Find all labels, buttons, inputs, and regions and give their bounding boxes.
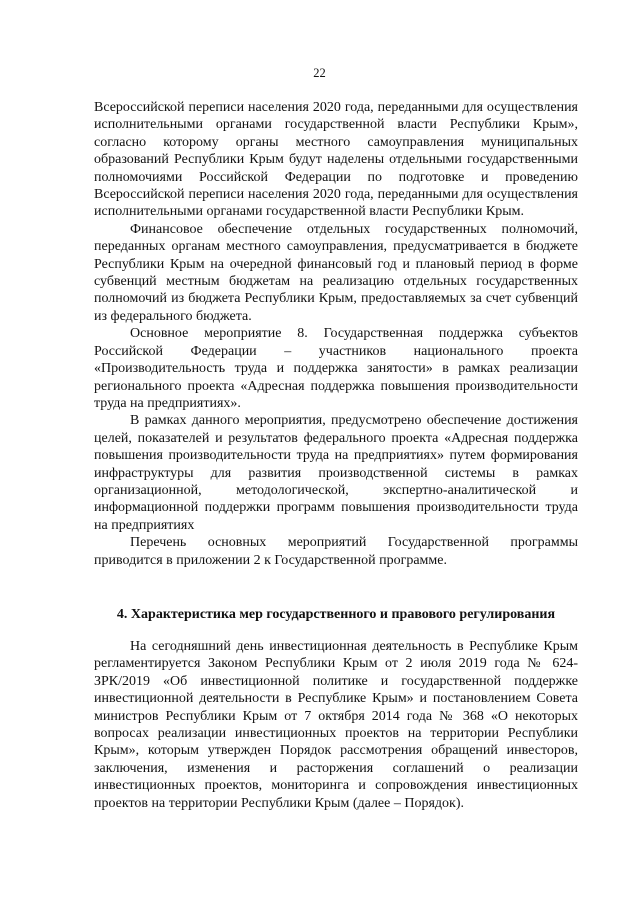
section-heading: 4. Характеристика мер государственного и правового регулирования bbox=[116, 607, 556, 622]
paragraph-activities-list: Перечень основных мероприятий Государственной программы приводится в приложении 2 к Государственной программе. bbox=[94, 535, 578, 568]
page-number: 22 bbox=[313, 66, 326, 80]
paragraph-activity-framework: В рамках данного мероприятия, предусмотрено обеспечение достижения целей, показателей и результатов федерального проекта «Адресная поддержка повышения производительности труда на предприятиях» путем формирования инфраструктуры для развития производственной системы в рамках организационной, методологической, экспертно-аналитической и информационной поддержки программ повышения производительности труда на предприятиях bbox=[94, 413, 578, 533]
paragraph-main-activity-8: Основное мероприятие 8. Государственная поддержка субъектов Российской Федерации – участников национального проекта «Производительность труда и поддержка занятости» в рамках реализации регионального проекта «Адресная поддержка повышения производительности труда на предприятиях». bbox=[94, 326, 578, 411]
paragraph-financial-support: Финансовое обеспечение отдельных государственных полномочий, переданных органам местного самоуправления, предусматривается в бюджете Республики Крым на очередной финансовый год и плановый период в форме субвенций местным бюджетам на реализацию отдельных государственных полномочий из бюджета Республики Крым, предоставляемых за счет субвенций из федерального бюджета. bbox=[94, 221, 578, 324]
paragraph-census-continuation: Всероссийской переписи населения 2020 года, переданными для осуществления исполнительными органами государственной власти Республики Крым», согласно которому органы местного самоуправления муниципальных образований Республики Крым будут наделены отдельными государственными полномочиями Российской Федерации по подготовке и проведению Всероссийской переписи населения 2020 года, переданными для осуществления исполнительными органами государственной власти Республики Крым. bbox=[94, 100, 578, 220]
text-block-after-heading bbox=[94, 638, 578, 812]
paragraph-investment-regulation: На сегодняшний день инвестиционная деятельность в Республике Крым регламентируется Законом Республики Крым от 2 июля 2019 года № 624-ЗРК/2019 «Об инвестиционной политике и государственной поддержке инвестиционной деятельности в Республике Крым» и постановлением Совета министров Республики Крым от 7 октября 2014 года № 368 «О некоторых вопросах реализации инвестиционных проектов на территории Республики Крым», которым утвержден Порядок рассмотрения обращений инвесторов, заключения, изменения и расторжения соглашений о реализации инвестиционных проектов, мониторинга и сопровождения инвестиционных проектов на территории Республики Крым (далее – Порядок). bbox=[94, 639, 578, 811]
text-block-before-heading bbox=[94, 99, 578, 569]
